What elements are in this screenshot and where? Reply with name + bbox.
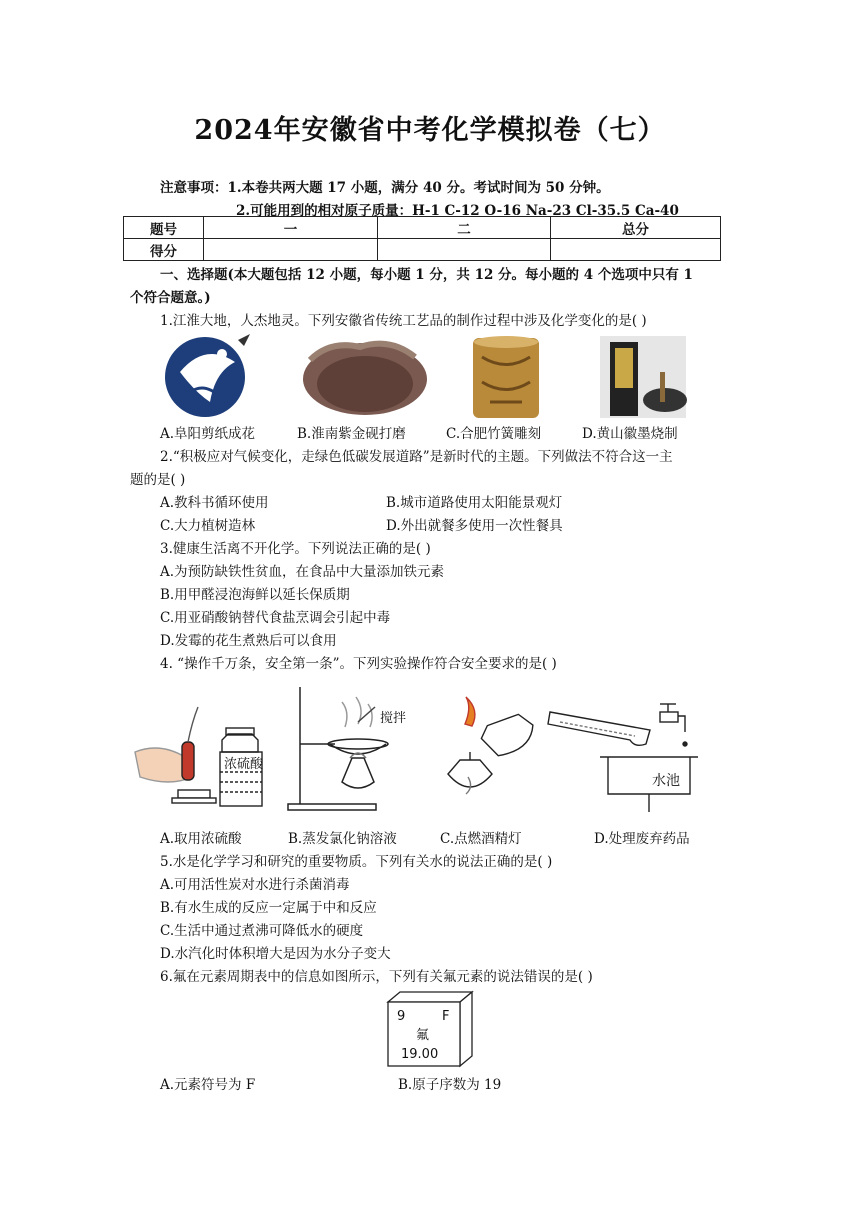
- q1-option-a[interactable]: A.阜阳剪纸成花: [160, 426, 256, 442]
- q3-option-b[interactable]: B.用甲醛浸泡海鲜以延长保质期: [160, 587, 350, 603]
- q2-option-b[interactable]: B.城市道路使用太阳能景观灯: [386, 495, 563, 511]
- score-header-cell: 题号: [124, 217, 204, 239]
- ink-stick-image: [600, 336, 687, 418]
- q6-stem: 6.氟在元素周期表中的信息如图所示，下列有关氟元素的说法错误的是( ): [160, 969, 593, 985]
- q4-option-a[interactable]: A.取用浓硫酸: [160, 831, 242, 847]
- q1-option-c[interactable]: C.合肥竹簧雕刻: [446, 426, 542, 442]
- score-header-cell: 二: [378, 217, 551, 239]
- q5-option-a[interactable]: A.可用活性炭对水进行杀菌消毒: [160, 877, 350, 893]
- q4-option-b[interactable]: B.蒸发氯化钠溶液: [288, 831, 397, 847]
- score-table: [123, 216, 721, 261]
- q1-option-b[interactable]: B.淮南紫金砚打磨: [297, 426, 406, 442]
- fluorine-element-card: [384, 990, 474, 1070]
- score-row-label: 得分: [124, 239, 204, 261]
- inkstone-image: [303, 343, 427, 415]
- q4-experiment-figures: [130, 682, 730, 820]
- q3-option-c[interactable]: C.用亚硝酸钠替代食盐烹调会引起中毒: [160, 610, 391, 626]
- stir-label: 搅拌: [380, 711, 407, 726]
- section1-heading-line1: 一、选择题(本大题包括 12 小题，每小题 1 分，共 12 分。每小题的 4 个选项中只有 1: [160, 267, 693, 283]
- q6-option-a[interactable]: A.元素符号为 F: [160, 1077, 256, 1093]
- q3-option-a[interactable]: A.为预防缺铁性贫血，在食品中大量添加铁元素: [160, 564, 445, 580]
- papercut-image: [165, 334, 250, 417]
- q2-option-d[interactable]: D.外出就餐多使用一次性餐具: [386, 518, 563, 534]
- q5-stem: 5.水是化学学习和研究的重要物质。下列有关水的说法正确的是( ): [160, 854, 553, 870]
- score-header-cell: 总分: [551, 217, 721, 239]
- element-mass: 19.00: [401, 1047, 439, 1062]
- q4-option-d[interactable]: D.处理废弃药品: [594, 831, 690, 847]
- q4-option-c[interactable]: C.点燃酒精灯: [440, 831, 522, 847]
- evaporation-figure: [288, 687, 388, 810]
- score-cell[interactable]: [551, 239, 721, 261]
- score-table-score-row: [124, 239, 721, 261]
- q2-stem-line1: 2.“积极应对气候变化，走绿色低碳发展道路”是新时代的主题。下列做法不符合这一主: [160, 449, 673, 465]
- alcohol-lamp-figure: [448, 697, 539, 794]
- q2-option-c[interactable]: C.大力植树造林: [160, 518, 256, 534]
- q4-stem: 4. “操作千万条，安全第一条”。下列实验操作符合安全要求的是( ): [160, 656, 557, 672]
- q1-craft-images: [160, 332, 700, 424]
- notice-line-1: 注意事项：1.本卷共两大题 17 小题，满分 40 分。考试时间为 50 分钟。: [160, 180, 610, 196]
- score-table-header-row: [124, 217, 721, 239]
- acid-bottle-label: 浓硫酸: [224, 757, 264, 772]
- q5-option-d[interactable]: D.水汽化时体积增大是因为水分子变大: [160, 946, 391, 962]
- q3-option-d[interactable]: D.发霉的花生煮熟后可以食用: [160, 633, 337, 649]
- q1-stem: 1.江淮大地，人杰地灵。下列安徽省传统工艺品的制作过程中涉及化学变化的是( ): [160, 313, 647, 329]
- q5-option-c[interactable]: C.生活中通过煮沸可降低水的硬度: [160, 923, 364, 939]
- q2-option-a[interactable]: A.教科书循环使用: [160, 495, 269, 511]
- q5-option-b[interactable]: B.有水生成的反应一定属于中和反应: [160, 900, 377, 916]
- q6-option-b[interactable]: B.原子序数为 19: [398, 1077, 502, 1093]
- q1-option-d[interactable]: D.黄山徽墨烧制: [582, 426, 678, 442]
- element-number: 9: [397, 1009, 406, 1024]
- bamboo-carving-image: [473, 336, 539, 418]
- element-symbol: F: [442, 1009, 450, 1024]
- notice-line-2: 2.可能用到的相对原子质量：H-1 C-12 O-16 Na-23 Cl-35.5 Ca-40: [236, 203, 679, 219]
- section1-heading-line2: 个符合题意。): [130, 290, 211, 306]
- element-name: 氟: [416, 1028, 430, 1043]
- score-header-cell: 一: [204, 217, 378, 239]
- score-cell[interactable]: [204, 239, 378, 261]
- exam-title: 2024年安徽省中考化学模拟卷（七）: [194, 115, 666, 146]
- waste-disposal-figure: [548, 704, 698, 812]
- q3-stem: 3.健康生活离不开化学。下列说法正确的是( ): [160, 541, 431, 557]
- q2-stem-line2: 题的是( ): [130, 472, 186, 488]
- sink-label: 水池: [652, 773, 680, 789]
- score-cell[interactable]: [378, 239, 551, 261]
